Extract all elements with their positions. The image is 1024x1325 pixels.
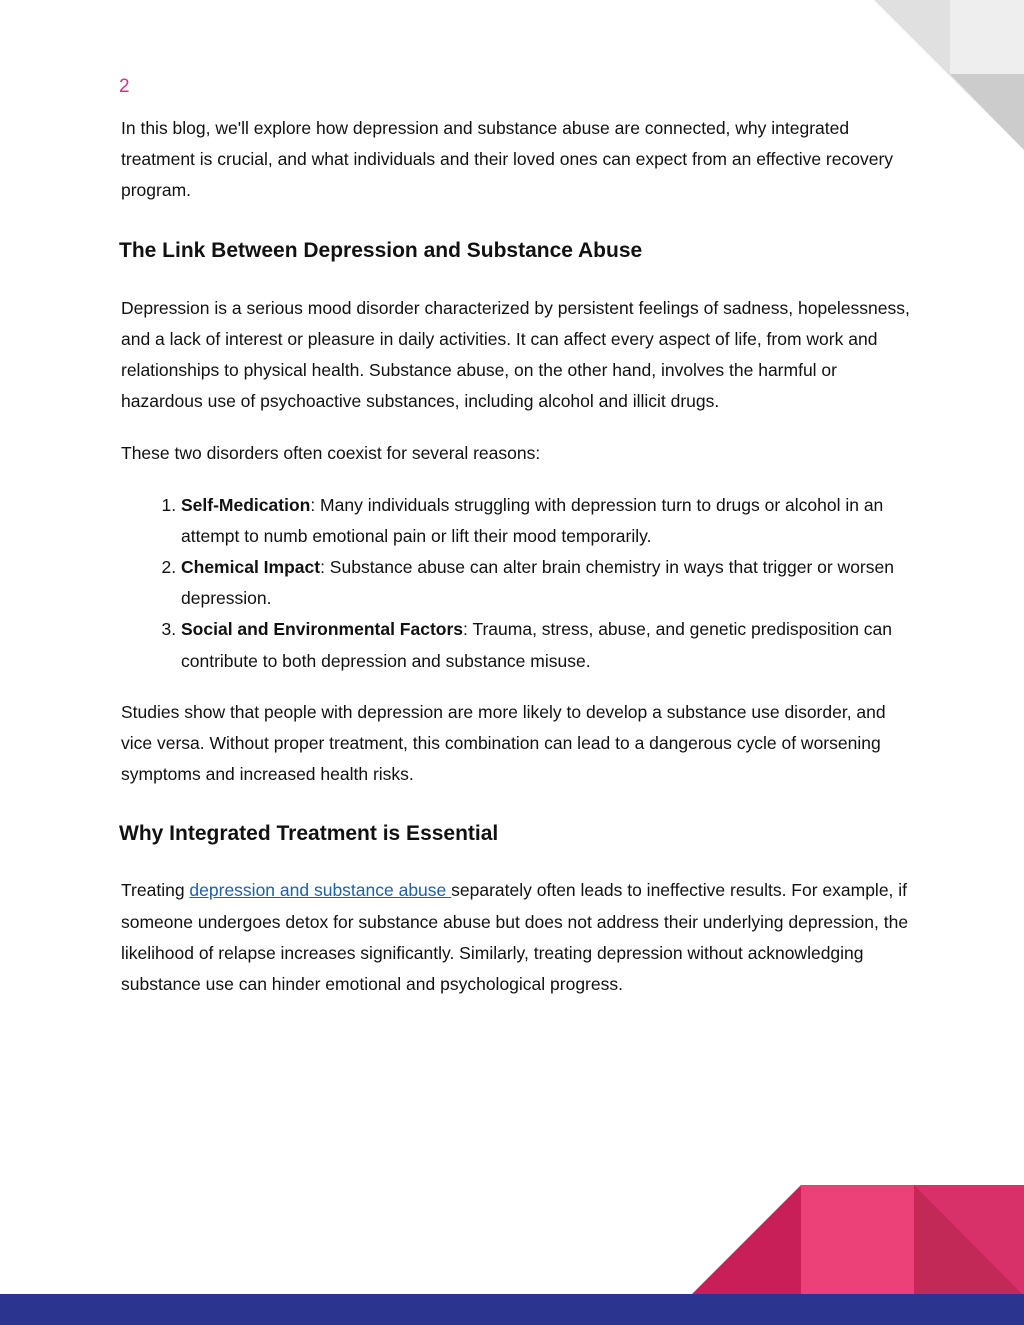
list-item bbox=[181, 552, 911, 614]
article-body bbox=[121, 113, 911, 1000]
list-item-text: : Many individuals struggling with depression turn to drugs or alcohol in an attempt to numb emotional pain or lift their mood temporarily. bbox=[181, 494, 884, 546]
list-item-term: Self-Medication bbox=[181, 494, 311, 515]
list-item bbox=[181, 490, 911, 552]
studies-paragraph: Studies show that people with depression are more likely to develop a substance use disorder, and vice versa. Without proper treatment, this combination can lead to a dangerous cycle of worsening symptoms and increased health risks. bbox=[121, 701, 886, 785]
list-item-text: : Substance abuse can alter brain chemistry in ways that trigger or worsen depression. bbox=[181, 557, 894, 609]
list-item-term: Chemical Impact bbox=[181, 557, 321, 578]
reasons-list bbox=[121, 490, 911, 677]
treating-text-end: separately often leads to ineffective results. For example, if someone undergoes detox for substance abuse but does not address their underlying depression, the likelihood of relapse increases significantly. Similarly, treating depression without acknowledging substance use can hinder emotional and psychological progress. bbox=[121, 880, 909, 995]
list-item-text: : Trauma, stress, abuse, and genetic predisposition can contribute to both depression and substance misuse. bbox=[181, 619, 893, 671]
section-heading-integrated: Why Integrated Treatment is Essential bbox=[119, 822, 499, 846]
page-number: 2 bbox=[119, 76, 130, 97]
treating-text-start: Treating bbox=[121, 880, 190, 901]
footer-bar bbox=[0, 1294, 1024, 1325]
coexist-paragraph: These two disorders often coexist for several reasons: bbox=[121, 443, 541, 464]
bottom-right-decoration bbox=[690, 1185, 1024, 1296]
depression-substance-abuse-link[interactable]: depression and substance abuse bbox=[189, 880, 452, 901]
list-item-term: Social and Environmental Factors bbox=[181, 619, 464, 640]
section-heading-link: The Link Between Depression and Substance Abuse bbox=[119, 238, 643, 262]
intro-paragraph: In this blog, we'll explore how depression and substance abuse are connected, why integrated treatment is crucial, and what individuals and their loved ones can expect from an effective recovery program. bbox=[121, 118, 894, 201]
list-item bbox=[181, 614, 911, 676]
depression-paragraph: Depression is a serious mood disorder characterized by persistent feelings of sadness, hopelessness, and a lack of interest or pleasure in daily activities. It can affect every aspect of life, from work and relationships to physical health. Substance abuse, on the other hand, involves the harmful or hazardous use of psychoactive substances, including alcohol and illicit drugs. bbox=[121, 297, 910, 412]
treating-paragraph bbox=[121, 875, 911, 1000]
